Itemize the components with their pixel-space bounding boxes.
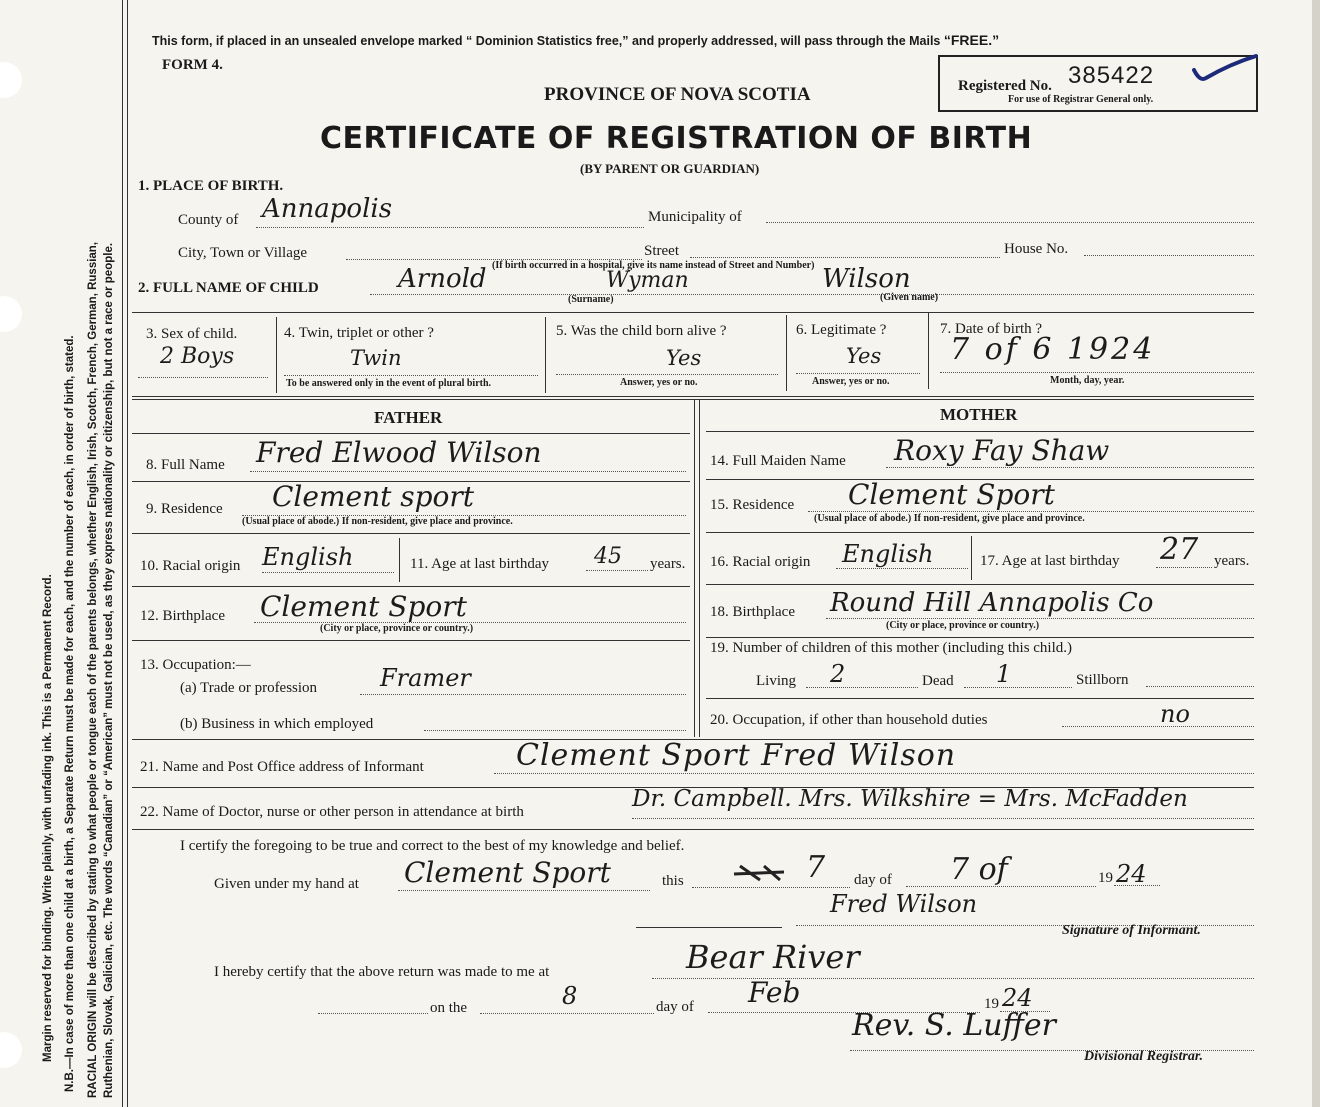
cert-month: 7 of (950, 852, 1008, 887)
margin-note-3: RACIAL ORIGIN will be described by stating to what people or tongue each of the parents belongs, whether English, Irish, Scotch, French, German, Russian, (87, 241, 99, 1098)
registered-number: 385422 (1068, 62, 1155, 89)
father-residence: Clement sport (272, 480, 475, 513)
mail-notice: This form, if placed in an unsealed envelope marked “ Dominion Statistics free,” and properly addressed, will pass through the Mails (152, 34, 941, 48)
hospital-note: (If birth occurred in a hospital, give its name instead of Street and Number) (492, 260, 815, 271)
informant-label: 21. Name and Post Office address of Informant (140, 759, 424, 775)
mother-residence-line (808, 511, 1254, 512)
dead-line (964, 687, 1072, 688)
cert-year-line (1114, 885, 1160, 886)
informant-signature-label: Signature of Informant. (1062, 923, 1201, 938)
row-rule (706, 584, 1254, 585)
father-birthplace-note: (City or place, province or country.) (320, 623, 474, 634)
doctor-label: 22. Name of Doctor, nurse or other person in attendance at birth (140, 804, 524, 820)
given-place: Clement Sport (404, 856, 611, 889)
mother-birthplace-label: 18. Birthplace (710, 604, 795, 620)
living-value: 2 (830, 660, 846, 688)
surname-caption: (Surname) (568, 294, 614, 305)
legit-note: Answer, yes or no. (812, 376, 890, 387)
father-name-line (250, 471, 686, 472)
house-label: House No. (1004, 241, 1069, 257)
mother-age: 27 (1160, 532, 1199, 567)
margin-note-2: N.B.—In case of more than one child at a birth, a Separate Return must be made for each, and the number of each, in order of birth, stated. (64, 335, 76, 1092)
father-residence-label: 9. Residence (146, 501, 223, 517)
registrar-day-line (480, 1013, 654, 1014)
county-value: Annapolis (262, 194, 393, 224)
province-heading: PROVINCE OF NOVA SCOTIA (544, 84, 811, 105)
mother-occupation-label: 20. Occupation, if other than household duties (710, 712, 988, 728)
father-birthplace-label: 12. Birthplace (140, 608, 225, 624)
dob-note: Month, day, year. (1050, 375, 1125, 386)
house-line (1084, 255, 1254, 256)
mother-years-label: years. (1214, 553, 1250, 569)
informant-line (494, 773, 1254, 774)
mother-birthplace: Round Hill Annapolis Co (830, 588, 1154, 618)
informant-signature: Fred Wilson (830, 890, 978, 918)
alive-value: Yes (666, 346, 702, 370)
certificate-subtitle: (BY PARENT OR GUARDIAN) (580, 161, 760, 176)
registrar-year: 24 (1002, 984, 1033, 1012)
street-line (690, 257, 1000, 258)
alive-line (556, 374, 778, 375)
father-race-label: 10. Racial origin (140, 558, 241, 574)
alive-label: 5. Was the child born alive ? (556, 323, 727, 339)
given-caption: (Given name) (880, 292, 939, 303)
mother-age-label: 17. Age at last birthday (980, 553, 1120, 569)
registrar-day: 8 (562, 982, 578, 1010)
mother-heading: MOTHER (940, 405, 1018, 424)
parents-divider (694, 399, 695, 737)
living-line (806, 687, 918, 688)
binding-hole (0, 62, 22, 98)
twin-label: 4. Twin, triplet or other ? (284, 325, 434, 341)
father-trade-line (360, 694, 686, 695)
row-rule (132, 399, 1254, 400)
cert-year: 24 (1116, 860, 1147, 888)
stillborn-line (1146, 686, 1254, 687)
row-rule (132, 533, 690, 534)
registrar-note: For use of Registrar General only. (1008, 94, 1154, 105)
sex-value: 2 Boys (160, 344, 235, 369)
row-rule (706, 637, 1254, 638)
row-rule (132, 433, 690, 434)
mother-residence: Clement Sport (848, 478, 1055, 511)
mother-age-line (1156, 567, 1212, 568)
child-name-label: 2. FULL NAME OF CHILD (138, 280, 319, 296)
cert-year-prefix: 19 (1098, 870, 1113, 886)
row-rule (132, 586, 690, 587)
twin-line (284, 375, 538, 376)
legit-label: 6. Legitimate ? (796, 322, 887, 338)
mother-name-line (886, 467, 1254, 468)
father-residence-note: (Usual place of abode.) If non-resident, give place and province. (242, 516, 513, 527)
col-rule (928, 313, 929, 389)
mother-name-label: 14. Full Maiden Name (710, 453, 846, 469)
row-rule (132, 640, 690, 641)
mother-race-label: 16. Racial origin (710, 554, 811, 570)
father-birthplace: Clement Sport (260, 590, 467, 623)
col-rule (545, 317, 546, 393)
mother-race: English (842, 540, 934, 568)
mail-free: “FREE.” (943, 32, 1000, 48)
registered-label: Registered No. (958, 78, 1052, 94)
doctor-line (632, 818, 1254, 819)
registrar-month: Feb (748, 976, 801, 1009)
margin-rule (122, 0, 123, 1107)
col-rule (276, 317, 277, 393)
child-surname: Arnold (398, 264, 487, 294)
living-label: Living (756, 673, 796, 689)
mother-occupation-line (1062, 726, 1254, 727)
legit-line (796, 373, 920, 374)
dob-value: 7 of 6 1924 (950, 332, 1156, 367)
dob-label: 7. Date of birth ? (940, 321, 1043, 337)
margin-rule (127, 0, 128, 1107)
mother-birthplace-note: (City or place, province or country.) (886, 620, 1040, 631)
street-label: Street (644, 243, 679, 259)
twin-value: Twin (350, 346, 402, 370)
row-rule (132, 312, 1254, 313)
father-occupation-label: 13. Occupation:— (140, 657, 251, 673)
mother-residence-note: (Usual place of abode.) If non-resident, give place and province. (814, 513, 1085, 524)
father-age: 45 (594, 544, 622, 569)
registrar-year-prefix: 19 (984, 996, 999, 1012)
row-rule (132, 396, 1254, 397)
binding-hole (0, 1032, 22, 1068)
father-trade: Framer (380, 664, 471, 692)
registrar-on-label: on the (430, 1000, 468, 1016)
father-name: Fred Elwood Wilson (256, 436, 542, 469)
cert-day: 7 (806, 850, 826, 885)
cert-day-of-label: day of (854, 872, 892, 888)
child-middle-name: Wyman (606, 268, 689, 293)
dead-value: 1 (996, 660, 1012, 688)
binding-hole (0, 296, 22, 332)
municipality-label: Municipality of (648, 209, 742, 225)
signature-rule (636, 927, 782, 928)
row-rule (706, 698, 1254, 699)
registrar-place-line (652, 978, 1254, 979)
place-heading: 1. PLACE OF BIRTH. (138, 178, 284, 194)
page-edge (1312, 0, 1320, 1107)
col-rule (786, 315, 787, 391)
dead-label: Dead (922, 673, 954, 689)
alive-note: Answer, yes or no. (620, 377, 698, 388)
doctor-value: Dr. Campbell. Mrs. Wilkshire = Mrs. McFadden (632, 786, 1188, 812)
mother-birthplace-line (826, 618, 1254, 619)
registrar-day-of-label: day of (656, 999, 694, 1015)
struck-text-mark (730, 860, 790, 884)
registrar-prefix-line (318, 1013, 428, 1014)
given-place-line (398, 890, 650, 891)
margin-note-1: Margin reserved for binding. Write plainly, with unfading ink. This is a Permanent Record. (42, 574, 54, 1062)
sex-label: 3. Sex of child. (146, 326, 238, 342)
certificate-title: CERTIFICATE OF REGISTRATION OF BIRTH (320, 121, 1033, 156)
father-business-label: (b) Business in which employed (180, 716, 374, 732)
form-number: FORM 4. (162, 57, 223, 73)
father-heading: FATHER (374, 408, 443, 427)
father-business-line (424, 730, 686, 731)
given-label: Given under my hand at (214, 876, 359, 892)
col-rule (971, 536, 972, 580)
this-label: this (662, 873, 684, 889)
father-age-line (586, 570, 648, 571)
father-age-label: 11. Age at last birthday (410, 556, 549, 572)
county-line (256, 227, 644, 228)
child-given-name: Wilson (822, 264, 911, 294)
twin-note: To be answered only in the event of plural birth. (286, 378, 492, 389)
father-name-label: 8. Full Name (146, 457, 225, 473)
mother-occupation: no (1160, 700, 1190, 728)
col-rule (399, 538, 400, 582)
cert-day-line (692, 887, 850, 888)
legit-value: Yes (846, 344, 882, 368)
registrar-statement: I hereby certify that the above return was made to me at (214, 964, 550, 980)
municipality-line (766, 222, 1254, 223)
father-years-label: years. (650, 556, 686, 572)
parents-divider (699, 399, 700, 737)
child-name-line (370, 294, 1254, 295)
father-race: English (262, 543, 354, 571)
registrar-signature-label: Divisional Registrar. (1084, 1049, 1204, 1064)
father-trade-label: (a) Trade or profession (180, 680, 318, 696)
row-rule (132, 829, 1254, 830)
mother-race-line (836, 568, 968, 569)
margin-note-4: Ruthenian, Slovak, Galician, etc. The words “Canadian” or “American” must not be used, as they express nationality or citizenship, but not a race or people. (103, 242, 115, 1098)
mother-residence-label: 15. Residence (710, 497, 795, 513)
county-label: County of (178, 212, 239, 228)
certify-statement: I certify the foregoing to be true and correct to the best of my knowledge and belief. (180, 838, 685, 854)
mother-name: Roxy Fay Shaw (894, 434, 1110, 467)
sex-line (138, 377, 268, 378)
stillborn-label: Stillborn (1076, 672, 1129, 688)
dob-line (940, 372, 1254, 373)
registrar-signature: Rev. S. Luffer (852, 1008, 1056, 1043)
informant-value: Clement Sport Fred Wilson (516, 738, 957, 773)
check-mark-icon (1190, 50, 1260, 86)
city-label: City, Town or Village (178, 245, 308, 261)
father-race-line (262, 572, 394, 573)
row-rule (706, 431, 1254, 432)
children-label: 19. Number of children of this mother (including this child.) (710, 640, 1073, 656)
registrar-place: Bear River (686, 938, 860, 976)
